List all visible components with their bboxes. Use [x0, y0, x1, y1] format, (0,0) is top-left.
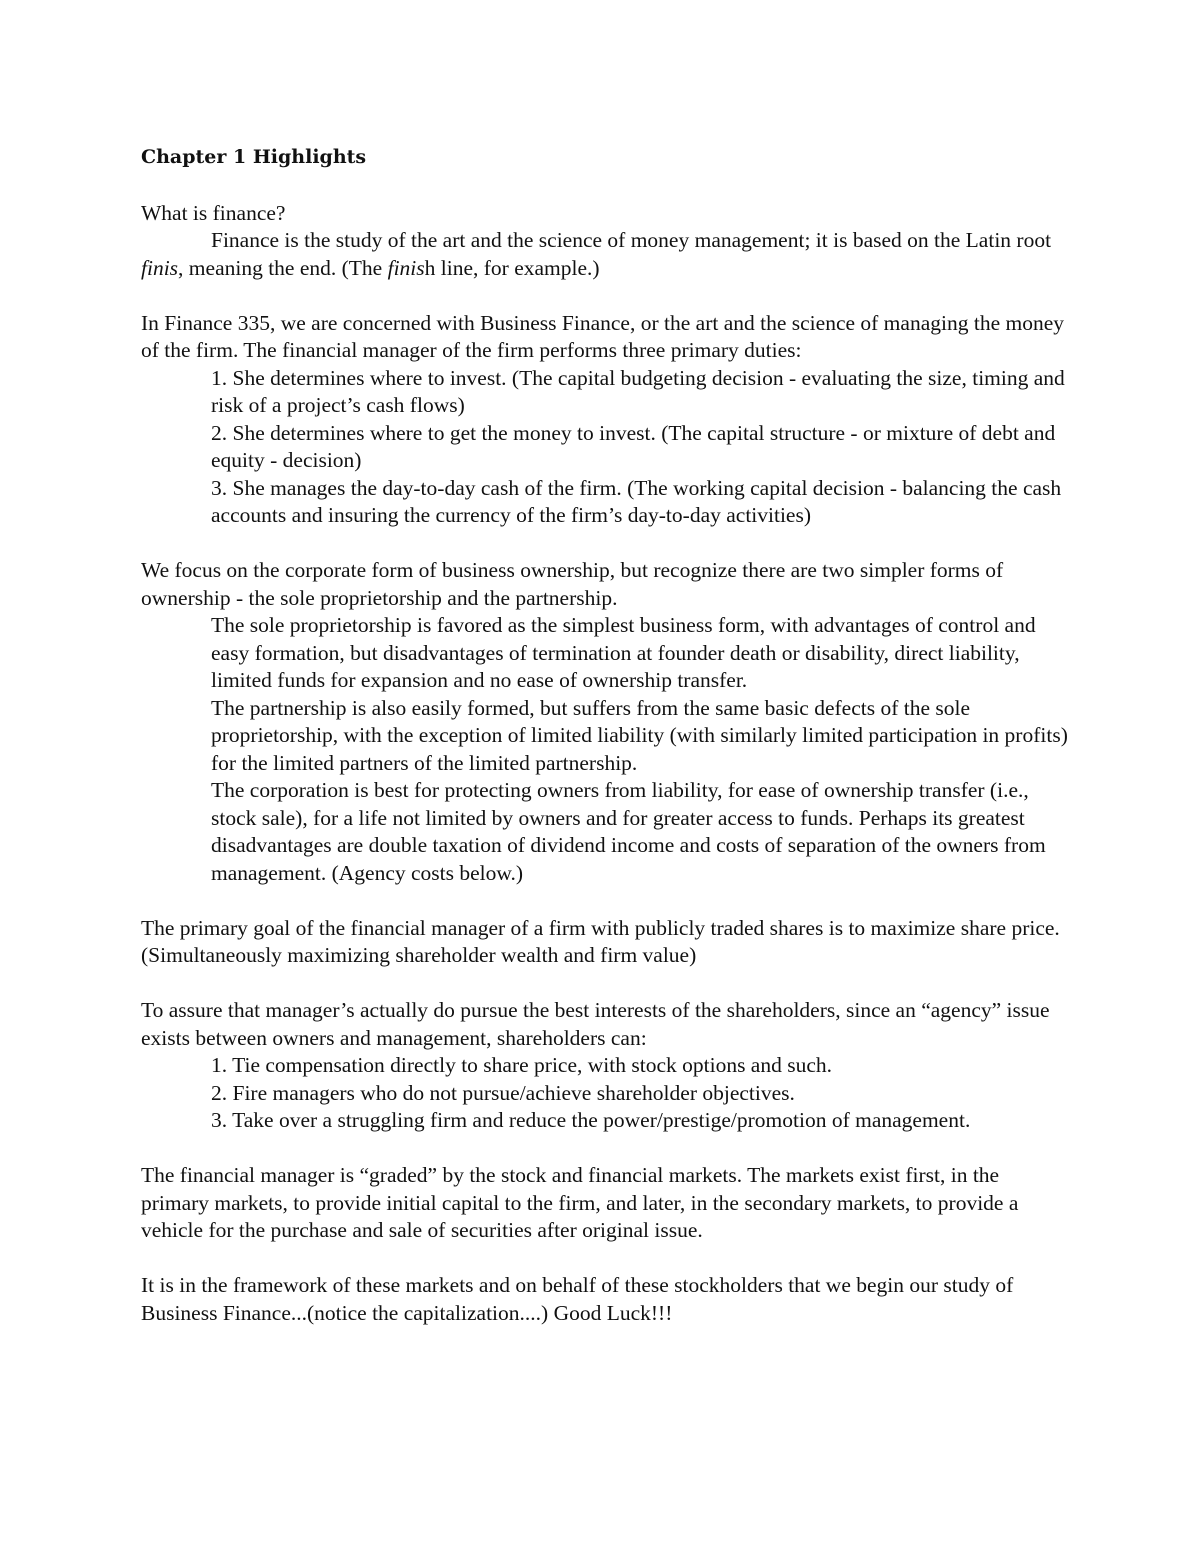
definition-text-3: h line, for example.) [424, 255, 600, 280]
spacer [141, 282, 1071, 310]
agency-actions-list [141, 1052, 1071, 1135]
definition-text-2: , meaning the end. (The [178, 255, 388, 280]
definition-text-1: Finance is the study of the art and the science of money management; it is based on the Latin root [211, 228, 1052, 252]
form-corporation: The corporation is best for protecting owners from liability, for ease of ownership transfer (i.e., stock sale), for a life not limited by owners and for greater access to funds. Perhaps its greatest disadvantages are double taxation of dividend income and costs of separation of the owners from management. (Agency costs below.) [211, 778, 1046, 885]
spacer [141, 530, 1071, 558]
agency-action-1: 1. Tie compensation directly to share price, with stock options and such. [211, 1053, 833, 1077]
ownership-intro: We focus on the corporate form of business ownership, but recognize there are two simpler forms of ownership - the sole proprietorship and the partnership. [141, 558, 1004, 610]
form-partnership: The partnership is also easily formed, but suffers from the same basic defects of the sole proprietorship, with the exception of limited liability (with similarly limited participation in profits) for the limited partners of the limited partnership. [211, 695, 1068, 775]
definition-italic-finis-2: finis [387, 255, 425, 280]
definition-italic-finis-1: finis [141, 255, 179, 280]
agency-action-2: 2. Fire managers who do not pursue/achieve shareholder objectives. [211, 1080, 795, 1105]
spacer [141, 1135, 1071, 1163]
spacer [141, 172, 1071, 200]
agency-action-3: 3. Take over a struggling firm and reduce the power/prestige/promotion of management. [211, 1108, 971, 1132]
form-sole-proprietorship: The sole proprietorship is favored as the simplest business form, with advantages of control and easy formation, but disadvantages of termination at founder death or disability, direct liability, limited funds for expansion and no ease of ownership transfer. [211, 613, 1036, 692]
duty-item-3: 3. She manages the day-to-day cash of the firm. (The working capital decision - balancing the cash accounts and insuring the currency of the firm’s day-to-day activities) [211, 475, 1062, 527]
markets-paragraph: The financial manager is “graded” by the stock and financial markets. The markets exist first, in the primary markets, to provide initial capital to the firm, and later, in the secondary markets, to provide a vehicle for the purchase and sale of securities after original issue. [141, 1163, 1019, 1242]
duty-item-1: 1. She determines where to invest. (The capital budgeting decision - evaluating the size, timing and risk of a project’s cash flows) [211, 365, 1065, 417]
page-title: Chapter 1 Highlights [141, 146, 367, 168]
business-finance-intro: In Finance 335, we are concerned with Business Finance, or the art and the science of managing the money of the firm. The financial manager of the firm performs three primary duties: [141, 310, 1064, 362]
question-what-is-finance: What is finance? [141, 200, 286, 225]
document-page [141, 142, 1071, 1327]
duties-list [141, 365, 1071, 530]
agency-intro: To assure that manager’s actually do pursue the best interests of the shareholders, since an “agency” issue exists between owners and management, shareholders can: [141, 998, 1050, 1050]
ownership-forms-list [141, 612, 1071, 887]
spacer [141, 1245, 1071, 1273]
primary-goal-paragraph: The primary goal of the financial manager of a firm with publicly traded shares is to maximize share price. (Simultaneously maximizing shareholder wealth and firm value) [141, 915, 1060, 967]
duty-item-2: 2. She determines where to get the money to invest. (The capital structure - or mixture of debt and equity - decision) [211, 420, 1056, 472]
finance-definition [141, 227, 1071, 282]
spacer [141, 970, 1071, 998]
closing-paragraph: It is in the framework of these markets and on behalf of these stockholders that we begin our study of Business Finance...(notice the capitalization....) Good Luck!!! [141, 1273, 1014, 1325]
spacer [141, 887, 1071, 915]
